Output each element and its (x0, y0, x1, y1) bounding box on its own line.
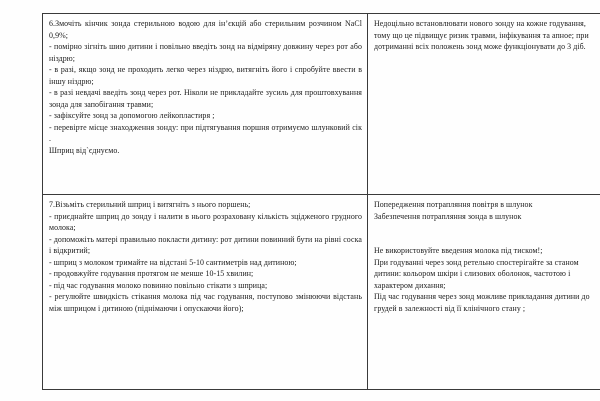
text-line: Попередження потрапляння повітря в шлунок (374, 200, 533, 209)
text-line: - шприц з молоком тримайте на відстані 5-10 сантиметрів над дитиною; (49, 257, 297, 267)
text-line: - продовжуйте годування протягом не менше 10-15 хвилин; (49, 269, 254, 279)
text-line: - зафіксуйте зонд за допомогою лейкопластиря ; (49, 111, 215, 121)
text-line: - в разі невдачі введіть зонд через рот. Ніколи не прикладайте зусиль для проштовхування зонда для запобігання травми; (49, 88, 362, 109)
step7-rationale-text (374, 199, 597, 314)
text-line: Не використовуйте введення молока під тиском!; (374, 246, 543, 256)
text-line: - перевірте місце знаходження зонду: при підтягування поршня отримуємо шлунковий сік . (49, 122, 362, 144)
table-cell-step6-procedure (43, 14, 368, 195)
table-body (43, 14, 600, 390)
text-line: Шприц від`єднуємо. (49, 146, 120, 156)
text-line: - під час годування молоко повинно повільно стікати з шприца; (49, 280, 268, 290)
table-row (43, 195, 600, 390)
procedure-table (42, 13, 600, 390)
text-line: - приєднайте шприц до зонду і налити в нього розраховану кількість зцідженого грудного молока; (49, 211, 362, 233)
text-line: Під час годування через зонд можливе прикладання дитини до грудей в залежності від її клінічного стану ; (374, 292, 590, 313)
table-cell-step7-procedure (43, 195, 368, 390)
text-line: 7.Візьміть стерильний шприц і витягніть з нього поршень; (49, 200, 251, 209)
spacer-line (374, 234, 597, 246)
text-line: - допоможіть матері правильно покласти дитину: рот дитини повинний бути на рівні соска і відкритий; (49, 234, 362, 256)
table-row (43, 14, 600, 195)
text-line: 6.Змочіть кінчик зонда стерильною водою для ін’єкцій або стерильним розчином NaCl 0,9%; (49, 19, 362, 40)
text-line: Недоцільно встановлювати нового зонду на кожне годування, тому що це підвищує ризик травми, інфікування та апное; при дотриманні всіх положень зонд може функціонувати до 3 діб. (374, 19, 589, 52)
step7-procedure-text (49, 199, 362, 314)
spacer-line (374, 222, 597, 234)
step6-procedure-text (49, 18, 362, 157)
step6-rationale-text (374, 18, 597, 53)
text-line: - в разі, якщо зонд не проходить легко через ніздрю, витягніть його і спробуйте ввести в іншу ніздрю; (49, 65, 362, 86)
text-line: При годуванні через зонд ретельно спостерігайте за станом дитини: кольором шкіри і слизових оболонок, частотою і характером дихання; (374, 257, 579, 290)
table-cell-step6-rationale (368, 14, 600, 195)
text-line: Забезпечення потрапляння зонда в шлунок (374, 211, 522, 221)
text-line: - помірно зігніть шию дитини і повільно введіть зонд на відміряну довжину через рот або ніздрю; (49, 42, 362, 63)
text-line: - регулюйте швидкість стікання молока під час годування, поступово змінюючи відстань між шприцом і дитиною (піднімаючи і опускаючи його); (49, 292, 362, 313)
table-cell-step7-rationale (368, 195, 600, 390)
